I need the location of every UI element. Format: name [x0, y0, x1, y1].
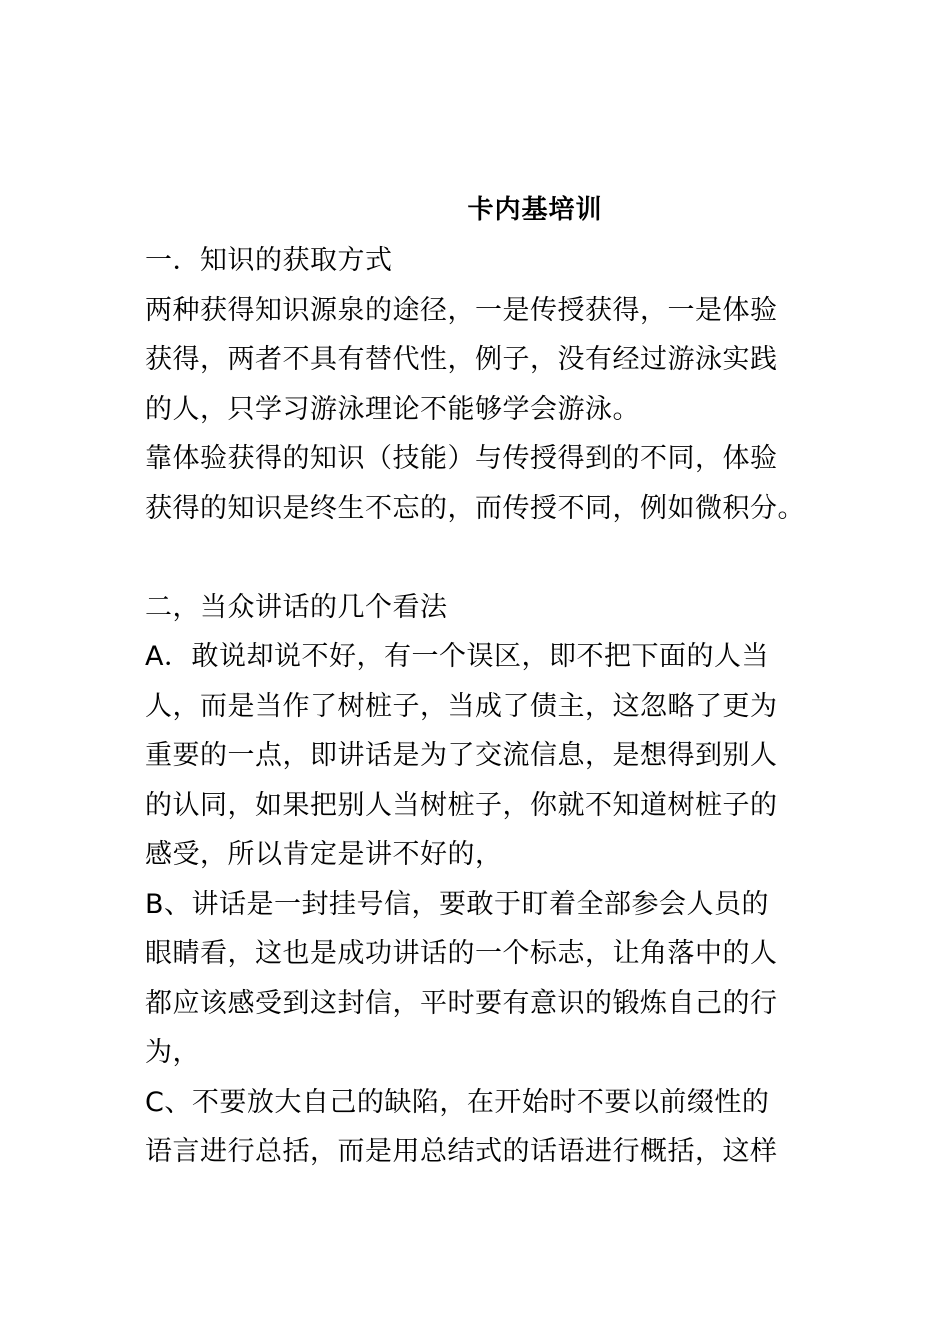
paragraph-line: 重要的一点，即讲话是为了交流信息，是想得到别人 [145, 740, 778, 771]
paragraph-line: B、讲话是一封挂号信，要敢于盯着全部参会人员的 [145, 888, 770, 920]
section-heading: 二，当众讲话的几个看法 [145, 591, 448, 623]
paragraph-line: 感受，所以肯定是讲不好的， [145, 839, 503, 870]
paragraph-line: 为， [145, 1037, 200, 1068]
document-body [145, 236, 835, 1177]
paragraph-line: 都应该感受到这封信，平时要有意识的锻炼自己的行 [145, 987, 778, 1019]
paragraph-line: 获得的知识是终生不忘的，而传授不同，例如微积分。 [145, 492, 805, 524]
paragraph-line: 获得，两者不具有替代性，例子，没有经过游泳实践 [145, 344, 778, 375]
paragraph-line: A．敢说却说不好，有一个误区，即不把下面的人当 [145, 641, 769, 672]
paragraph-line: C、不要放大自己的缺陷，在开始时不要以前缀性的 [145, 1086, 770, 1118]
paragraph-line: 的人，只学习游泳理论不能够学会游泳。 [145, 393, 640, 425]
section-heading: 一．知识的获取方式 [145, 245, 393, 276]
document-title: 卡内基培训 [467, 195, 603, 225]
paragraph-line: 眼睛看，这也是成功讲话的一个标志，让角落中的人 [145, 938, 778, 969]
paragraph-line: 靠体验获得的知识（技能）与传授得到的不同，体验 [145, 443, 778, 474]
paragraph-line: 两种获得知识源泉的途径，一是传授获得，一是体验 [145, 294, 778, 326]
paragraph-line: 人，而是当作了树桩子，当成了债主，这忽略了更为 [145, 690, 778, 722]
paragraph-line: 语言进行总括，而是用总结式的话语进行概括，这样 [145, 1136, 778, 1167]
blank-line [145, 533, 835, 583]
paragraph-line: 的认同，如果把别人当树桩子，你就不知道树桩子的 [145, 789, 778, 821]
